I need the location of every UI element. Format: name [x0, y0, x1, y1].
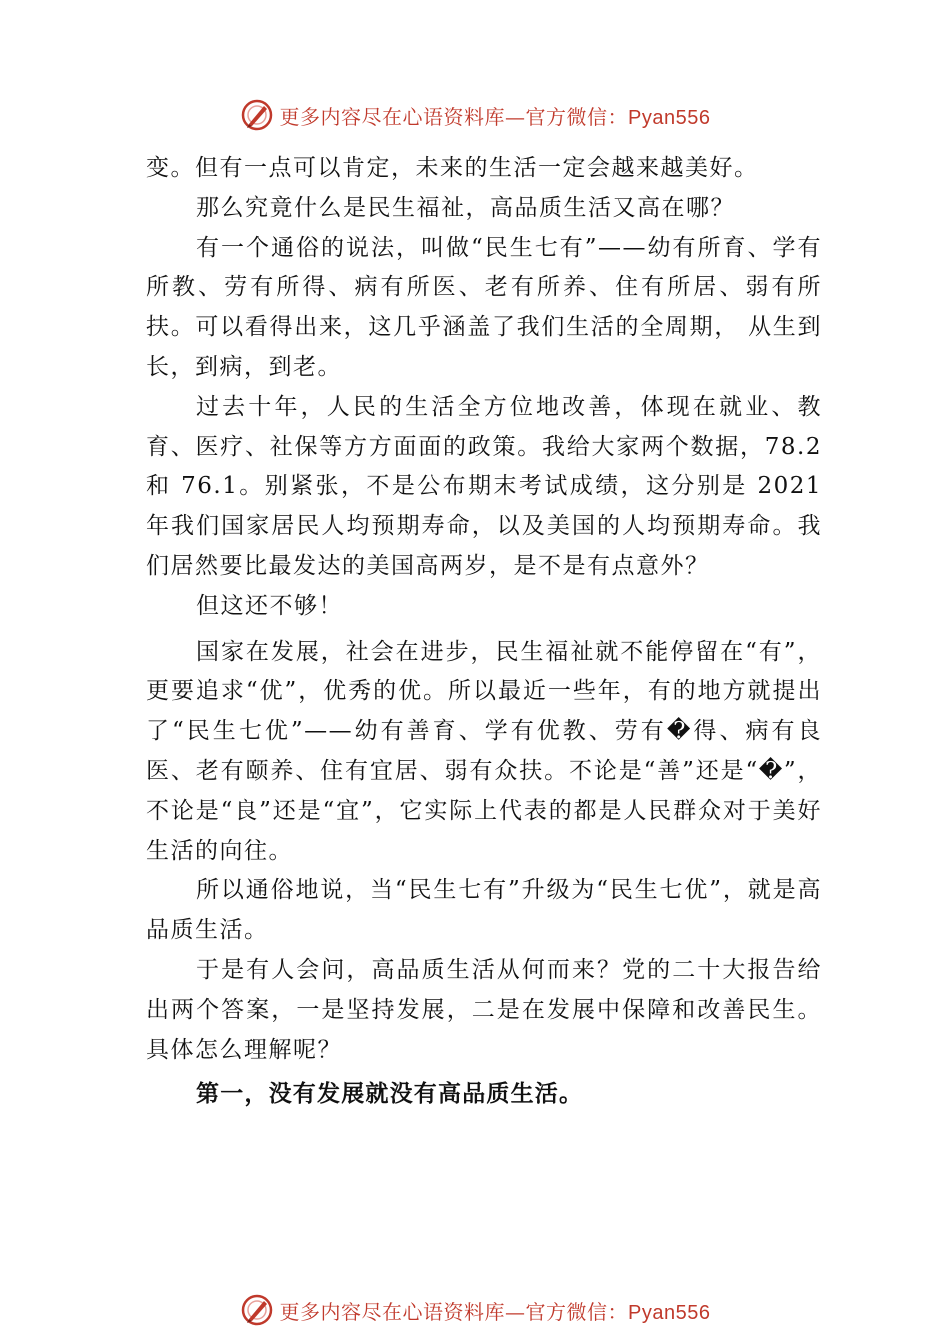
banner-wechat-handle: Pyan556 — [628, 1301, 711, 1324]
paragraph: 所以通俗地说，当“民生七有”升级为“民生七优”，就是高品质生活。 — [146, 877, 822, 944]
paragraph: 过去十年，人民的生活全方位地改善，体现在就业、教育、医疗、社保等方方面面的政策。我给大家两个数据，78.2 和 76.1。别紧张，不是公布期末考试成绩，这分别是 2021 年我们国家居民人均预期寿命，以及美国的人均预期寿命。我们居然要比最发达的美国高两岁，是不是有点意外？ — [146, 393, 822, 579]
article-body — [146, 149, 822, 1114]
footer-banner — [0, 1290, 950, 1330]
paragraph: 国家在发展，社会在进步，民生福祉就不能停留在“有”，更要追求“优”，优秀的优。所以最近一些年，有的地方就提出了“民生七优”——幼有善育、学有优教、劳有�得、病有良医、老有颐养、住有宜居、弱有众扶。不论是“善”还是“�”，不论是“良”还是“宜”，它实际上代表的都是人民群众对于美好生活的向往。 — [146, 638, 822, 864]
section-heading: 第一，没有发展就没有高品质生活。 — [196, 1081, 584, 1108]
banner-text — [280, 101, 711, 130]
pen-logo-icon — [240, 1293, 274, 1327]
pen-logo-icon — [240, 98, 274, 132]
paragraph: 那么究竟什么是民生福祉，高品质生活又高在哪？ — [196, 194, 735, 221]
banner-main-text: 更多内容尽在心语资料库—官方微信： — [279, 104, 629, 129]
banner-text — [280, 1296, 711, 1325]
paragraph: 于是有人会问，高品质生活从何而来？党的二十大报告给出两个答案，一是坚持发展，二是在发展中保障和改善民生。具体怎么理解呢？ — [146, 956, 822, 1063]
banner-wechat-handle: Pyan556 — [628, 106, 711, 129]
paragraph: 有一个通俗的说法，叫做“民生七有”——幼有所育、学有所教、劳有所得、病有所医、老有所养、住有所居、弱有所扶。可以看得出来，这几乎涵盖了我们生活的全周期， 从生到长，到病，到老。 — [146, 234, 822, 380]
banner-main-text: 更多内容尽在心语资料库—官方微信： — [279, 1299, 629, 1324]
paragraph: 但这还不够！ — [196, 592, 343, 619]
header-banner — [0, 95, 950, 135]
paragraph: 变。但有一点可以肯定，未来的生活一定会越来越美好。 — [146, 155, 759, 181]
